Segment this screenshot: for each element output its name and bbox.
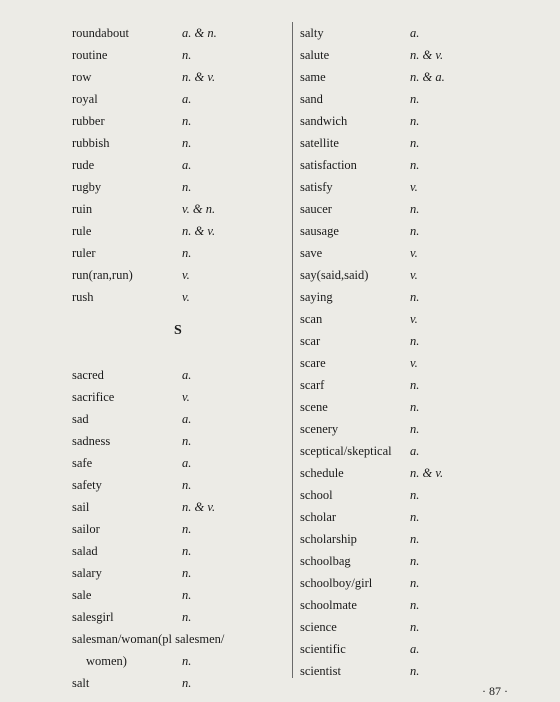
entry-pos: n. <box>182 566 192 580</box>
entry-word: sail <box>72 500 90 514</box>
entry-row <box>300 220 540 242</box>
entry-pos: n. & a. <box>410 70 445 84</box>
entry-word: scan <box>300 312 323 326</box>
entry-pos: v. <box>410 312 418 326</box>
entry-row <box>72 132 287 154</box>
entry-word: salesgirl <box>72 610 114 624</box>
entry-word: scientist <box>300 664 341 678</box>
entry-word: schedule <box>300 466 344 480</box>
entry-word: scholar <box>300 510 337 524</box>
entry-row <box>72 430 287 452</box>
entry-word: salty <box>300 26 324 40</box>
entry-row <box>300 462 540 484</box>
entry-word: saying <box>300 290 333 304</box>
entry-word: royal <box>72 92 98 106</box>
entry-row <box>72 220 287 242</box>
entry-pos: v. <box>410 268 418 282</box>
entry-row <box>72 584 287 606</box>
entry-row <box>300 176 540 198</box>
entry-pos: n. <box>410 114 420 128</box>
entry-row <box>72 198 287 220</box>
entry-word: satisfy <box>300 180 333 194</box>
entry-pos: n. <box>410 400 420 414</box>
left-column <box>72 22 287 694</box>
entry-pos: n. <box>410 576 420 590</box>
entry-pos: n. <box>182 180 192 194</box>
entry-row <box>300 528 540 550</box>
entry-row <box>300 506 540 528</box>
entry-word: sad <box>72 412 89 426</box>
entry-word: sacred <box>72 368 104 382</box>
entry-word: rush <box>72 290 94 304</box>
entry-word: sacrifice <box>72 390 115 404</box>
entry-word: sausage <box>300 224 339 238</box>
entry-row <box>300 418 540 440</box>
entry-word: salesman/woman(pl salesmen/ <box>72 632 225 646</box>
entry-word: salute <box>300 48 330 62</box>
entry-pos: a. <box>410 642 420 656</box>
entry-word: ruin <box>72 202 93 216</box>
entry-pos: n. <box>410 510 420 524</box>
entry-word: sand <box>300 92 323 106</box>
right-column <box>300 22 540 682</box>
entry-row <box>300 286 540 308</box>
page-number: · 87 · <box>482 684 508 698</box>
entry-row <box>72 22 287 44</box>
entry-row <box>72 242 287 264</box>
entry-word: scene <box>300 400 328 414</box>
entry-word: salary <box>72 566 102 580</box>
entry-word: ruler <box>72 246 96 260</box>
entry-row <box>72 176 287 198</box>
entry-pos: n. <box>410 334 420 348</box>
entry-pos: n. <box>182 544 192 558</box>
entry-pos: n. <box>182 434 192 448</box>
entry-pos: n. <box>182 654 192 668</box>
entry-row <box>300 154 540 176</box>
entry-word: women) <box>86 654 127 668</box>
entry-word: row <box>72 70 92 84</box>
entry-word: safe <box>72 456 93 470</box>
entry-row <box>72 286 287 308</box>
entry-row <box>300 440 540 462</box>
entry-pos: n. & v. <box>182 70 216 84</box>
entry-row <box>72 408 287 430</box>
entry-word: scenery <box>300 422 339 436</box>
entry-pos: v. <box>182 290 190 304</box>
entry-word: roundabout <box>72 26 129 40</box>
entry-pos: a. <box>182 92 192 106</box>
entry-pos: n. <box>182 114 192 128</box>
entry-row <box>300 66 540 88</box>
entry-word: science <box>300 620 337 634</box>
entry-pos: a. <box>410 444 420 458</box>
entry-row <box>300 88 540 110</box>
entry-row <box>72 628 287 650</box>
entry-pos: n. <box>410 158 420 172</box>
entry-word: rubbish <box>72 136 110 150</box>
entry-pos: n. & v. <box>182 500 216 514</box>
entry-row <box>72 264 287 286</box>
entry-pos: n. <box>182 48 192 62</box>
entry-pos: n. <box>410 224 420 238</box>
entry-row <box>300 550 540 572</box>
entry-row <box>300 638 540 660</box>
entry-pos: n. <box>182 522 192 536</box>
entry-word: routine <box>72 48 108 62</box>
entry-row <box>300 198 540 220</box>
entry-row <box>72 44 287 66</box>
entry-row-continuation <box>72 650 287 672</box>
entry-pos: n. <box>182 676 192 690</box>
entry-pos: n. <box>410 620 420 634</box>
entry-row <box>72 540 287 562</box>
entry-pos: n. & v. <box>410 466 444 480</box>
entry-row <box>72 672 287 694</box>
entry-pos: a. <box>410 26 420 40</box>
entry-word: say(said,said) <box>300 268 369 282</box>
entry-row <box>72 386 287 408</box>
entry-row <box>300 352 540 374</box>
entry-pos: n. <box>410 202 420 216</box>
entry-row <box>300 22 540 44</box>
entry-word: scientific <box>300 642 346 656</box>
entry-pos: a. <box>182 158 192 172</box>
entry-word: sceptical/skeptical <box>300 444 392 458</box>
entry-row <box>300 242 540 264</box>
entry-word: save <box>300 246 323 260</box>
entry-row <box>300 308 540 330</box>
entry-pos: n. <box>182 478 192 492</box>
entry-pos: n. <box>410 598 420 612</box>
entry-row <box>72 496 287 518</box>
entry-pos: n. & v. <box>182 224 216 238</box>
entry-row <box>300 110 540 132</box>
entry-pos: a. <box>182 456 192 470</box>
entry-word: sandwich <box>300 114 348 128</box>
entry-pos: v. <box>182 390 190 404</box>
entry-word: school <box>300 488 333 502</box>
entry-row <box>300 616 540 638</box>
entry-word: safety <box>72 478 102 492</box>
entry-pos: v. <box>410 180 418 194</box>
entry-word: scar <box>300 334 321 348</box>
entry-row <box>72 88 287 110</box>
entry-pos: n. <box>182 136 192 150</box>
entry-word: schoolmate <box>300 598 357 612</box>
entry-word: same <box>300 70 326 84</box>
entry-pos: n. <box>410 664 420 678</box>
entry-pos: n. <box>182 246 192 260</box>
entry-pos: v. <box>410 246 418 260</box>
entry-pos: n. <box>410 378 420 392</box>
section-letter-heading: S <box>174 323 182 338</box>
entry-row <box>300 44 540 66</box>
entry-pos: n. <box>410 554 420 568</box>
entry-pos: n. <box>182 610 192 624</box>
entry-row <box>300 484 540 506</box>
entry-row <box>300 660 540 682</box>
entry-word: schoolbag <box>300 554 351 568</box>
entry-row <box>300 594 540 616</box>
entry-pos: n. <box>410 422 420 436</box>
entry-word: sadness <box>72 434 111 448</box>
entry-pos: n. <box>410 92 420 106</box>
entry-word: schoolboy/girl <box>300 576 373 590</box>
entry-word: scholarship <box>300 532 357 546</box>
entry-word: sailor <box>72 522 100 536</box>
section-letter-row <box>72 308 287 364</box>
entry-row <box>300 374 540 396</box>
entry-row <box>72 452 287 474</box>
entry-word: run(ran,run) <box>72 268 133 282</box>
entry-pos: v. & n. <box>182 202 216 216</box>
column-divider <box>292 22 293 678</box>
entry-word: rubber <box>72 114 105 128</box>
entry-row <box>72 562 287 584</box>
entry-pos: n. <box>182 588 192 602</box>
entry-pos: n. <box>410 488 420 502</box>
entry-word: saucer <box>300 202 332 216</box>
entry-pos: v. <box>182 268 190 282</box>
entry-row <box>72 66 287 88</box>
entry-pos: a. <box>182 368 192 382</box>
entry-word: sale <box>72 588 92 602</box>
entry-word: rude <box>72 158 95 172</box>
entry-word: scarf <box>300 378 325 392</box>
entry-pos: n. <box>410 532 420 546</box>
entry-pos: n. <box>410 290 420 304</box>
entry-row <box>300 330 540 352</box>
entry-pos: v. <box>410 356 418 370</box>
entry-row <box>72 154 287 176</box>
entry-pos: n. & v. <box>410 48 444 62</box>
entry-word: satellite <box>300 136 339 150</box>
entry-row <box>300 396 540 418</box>
entry-row <box>300 132 540 154</box>
entry-row <box>72 474 287 496</box>
entry-word: rugby <box>72 180 102 194</box>
entry-word: salad <box>72 544 98 558</box>
entry-row <box>300 264 540 286</box>
entry-pos: a. <box>182 412 192 426</box>
entry-row <box>300 572 540 594</box>
entry-row <box>72 518 287 540</box>
entry-word: satisfaction <box>300 158 357 172</box>
entry-word: salt <box>72 676 90 690</box>
entry-word: rule <box>72 224 92 238</box>
entry-pos: a. & n. <box>182 26 217 40</box>
entry-row <box>72 110 287 132</box>
entry-row <box>72 606 287 628</box>
entry-row <box>72 364 287 386</box>
entry-word: scare <box>300 356 326 370</box>
entry-pos: n. <box>410 136 420 150</box>
